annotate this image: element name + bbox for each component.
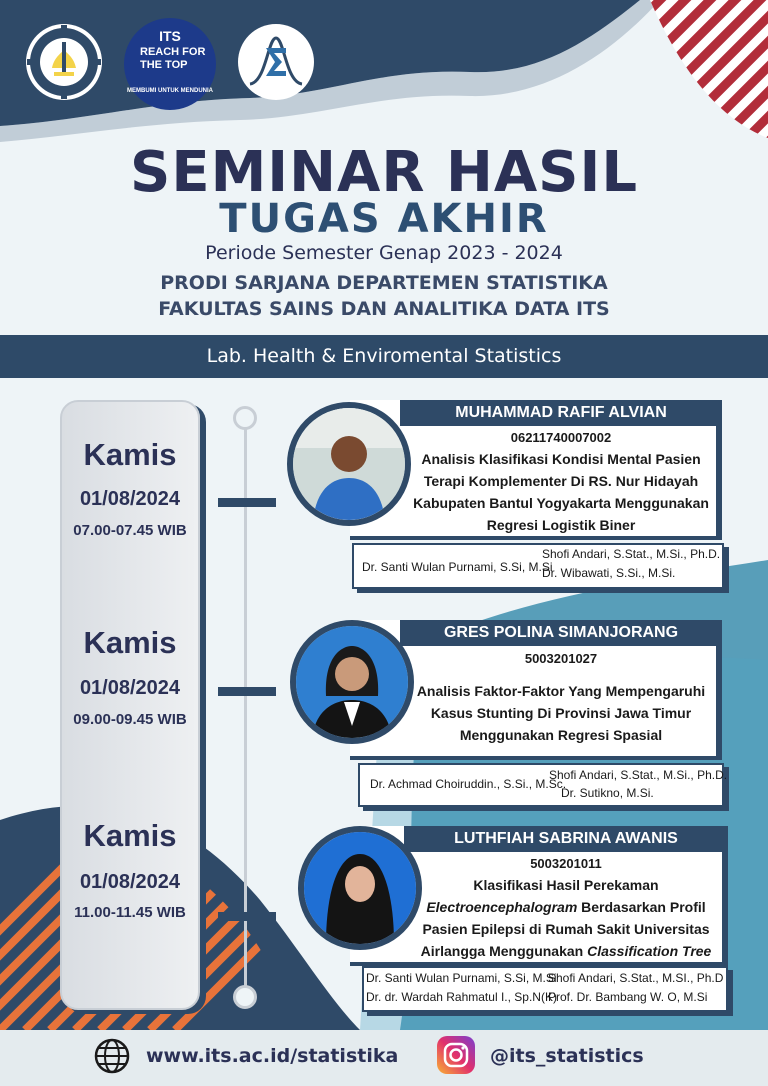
session-2-title-3: Menggunakan Regresi Spasial xyxy=(459,727,663,743)
timeline-line xyxy=(244,424,247,990)
session-1-date: 01/08/2024 xyxy=(79,488,181,510)
session-3-title-1: Klasifikasi Hasil Perekaman xyxy=(473,877,659,893)
prodi-line-2: FAKULTAS SAINS DAN ANALITIKA DATA ITS xyxy=(158,298,610,320)
session-3-title-em: Electroencephalogram xyxy=(426,899,578,915)
session-1-title-3: Kabupaten Bantul Yogyakarta Menggunakan xyxy=(413,495,709,511)
its-reach-for-the-top-logo xyxy=(124,18,216,110)
session-3-examiner-2: Prof. Dr. Bambang W. O, M.Si xyxy=(548,990,708,1004)
timeline-start-dot xyxy=(233,406,257,430)
person-avatar-icon xyxy=(296,626,408,738)
session-3-title-3: Pasien Epilepsi di Rumah Sakit Universitas xyxy=(422,921,710,937)
session-1-day: Kamis xyxy=(83,437,177,472)
session-1-nim: 06211740007002 xyxy=(510,430,612,445)
globe-icon xyxy=(93,1037,131,1075)
statistics-sigma-logo-icon xyxy=(238,24,314,100)
session-2-name: GRES POLINA SIMANJORANG xyxy=(400,620,722,646)
session-1-photo xyxy=(287,402,411,526)
session-2-photo xyxy=(290,620,414,744)
session-2-date: 01/08/2024 xyxy=(79,677,181,699)
lab-banner: Lab. Health & Enviromental Statistics xyxy=(0,335,768,378)
session-1-name: MUHAMMAD RAFIF ALVIAN xyxy=(400,400,722,426)
instagram-icon xyxy=(436,1035,476,1075)
session-2-examiner-1: Shofi Andari, S.Stat., M.Si., Ph.D. xyxy=(549,768,728,782)
instagram-handle-link[interactable]: @its_statistics xyxy=(490,1045,644,1067)
session-2-supervisor: Dr. Achmad Choiruddin., S.Si., M.Sc. xyxy=(370,777,567,791)
session-1-title-1: Analisis Klasifikasi Kondisi Mental Pasien xyxy=(421,451,701,467)
periode-text: Periode Semester Genap 2023 - 2024 xyxy=(205,242,563,264)
session-2-nim: 5003201027 xyxy=(524,651,598,666)
session-3-examiner-1: Shofi Andari, S.Stat., M.SI., Ph.D xyxy=(548,971,724,985)
person-avatar-icon xyxy=(304,832,416,944)
page-subtitle: TUGAS AKHIR xyxy=(219,196,549,242)
session-2-time: 09.00-09.45 WIB xyxy=(73,711,187,728)
its-logo-motto: MEMBUMI UNTUK MENDUNIA xyxy=(127,88,213,94)
session-1-supervisor: Dr. Santi Wulan Purnami, S.Si, M.Si xyxy=(362,560,553,574)
session-3-supervisor-1: Dr. Santi Wulan Purnami, S.Si, M.Si xyxy=(366,971,557,985)
session-3-title-2 xyxy=(404,896,728,918)
prodi-line-1: PRODI SARJANA DEPARTEMEN STATISTIKA xyxy=(160,272,608,294)
session-3-title-last-plain: Airlangga Menggunakan xyxy=(420,943,588,959)
session-3-day: Kamis xyxy=(83,818,177,853)
session-1-title-4: Regresi Logistik Biner xyxy=(486,517,636,533)
website-link[interactable]: www.its.ac.id/statistika xyxy=(146,1045,399,1067)
timeline-connector-1 xyxy=(218,498,276,507)
session-1-time: 07.00-07.45 WIB xyxy=(73,522,187,539)
session-2-title-1: Analisis Faktor-Faktor Yang Mempengaruhi xyxy=(416,683,706,699)
session-3-name: LUTHFIAH SABRINA AWANIS xyxy=(404,826,728,852)
its-logo-text: ITS xyxy=(159,28,181,44)
session-1-title-2: Terapi Komplementer Di RS. Nur Hidayah xyxy=(423,473,699,489)
session-2-examiner-2: Dr. Sutikno, M.Si. xyxy=(561,786,654,800)
session-1-examiner-2: Dr. Wibawati, S.Si., M.Si. xyxy=(542,566,676,580)
its-gear-logo-icon xyxy=(26,24,102,100)
session-3-nim: 5003201011 xyxy=(530,856,602,871)
session-3-photo xyxy=(298,826,422,950)
session-3-title-after-em: Berdasarkan Profil xyxy=(577,899,706,915)
session-2-title-2: Kasus Stunting Di Provinsi Jawa Timur xyxy=(430,705,692,721)
session-3-time: 11.00-11.45 WIB xyxy=(74,904,186,921)
timeline-end-dot xyxy=(233,985,257,1009)
session-1-examiner-1: Shofi Andari, S.Stat., M.Si., Ph.D. xyxy=(542,547,721,561)
session-3-title-last-em: Classification Tree xyxy=(587,943,712,959)
session-2-day: Kamis xyxy=(83,625,177,660)
session-3-supervisor-2: Dr. dr. Wardah Rahmatul I., Sp.N(K) xyxy=(366,990,557,1004)
timeline-connector-3 xyxy=(218,912,276,921)
session-3-date: 01/08/2024 xyxy=(79,871,181,893)
timeline-connector-2 xyxy=(218,687,276,696)
page-title: SEMINAR HASIL xyxy=(129,140,639,205)
session-3-title-4 xyxy=(404,940,728,962)
person-avatar-icon xyxy=(293,408,405,520)
its-logo-top: THE TOP xyxy=(140,59,188,71)
its-logo-reach: REACH FOR xyxy=(140,46,206,58)
